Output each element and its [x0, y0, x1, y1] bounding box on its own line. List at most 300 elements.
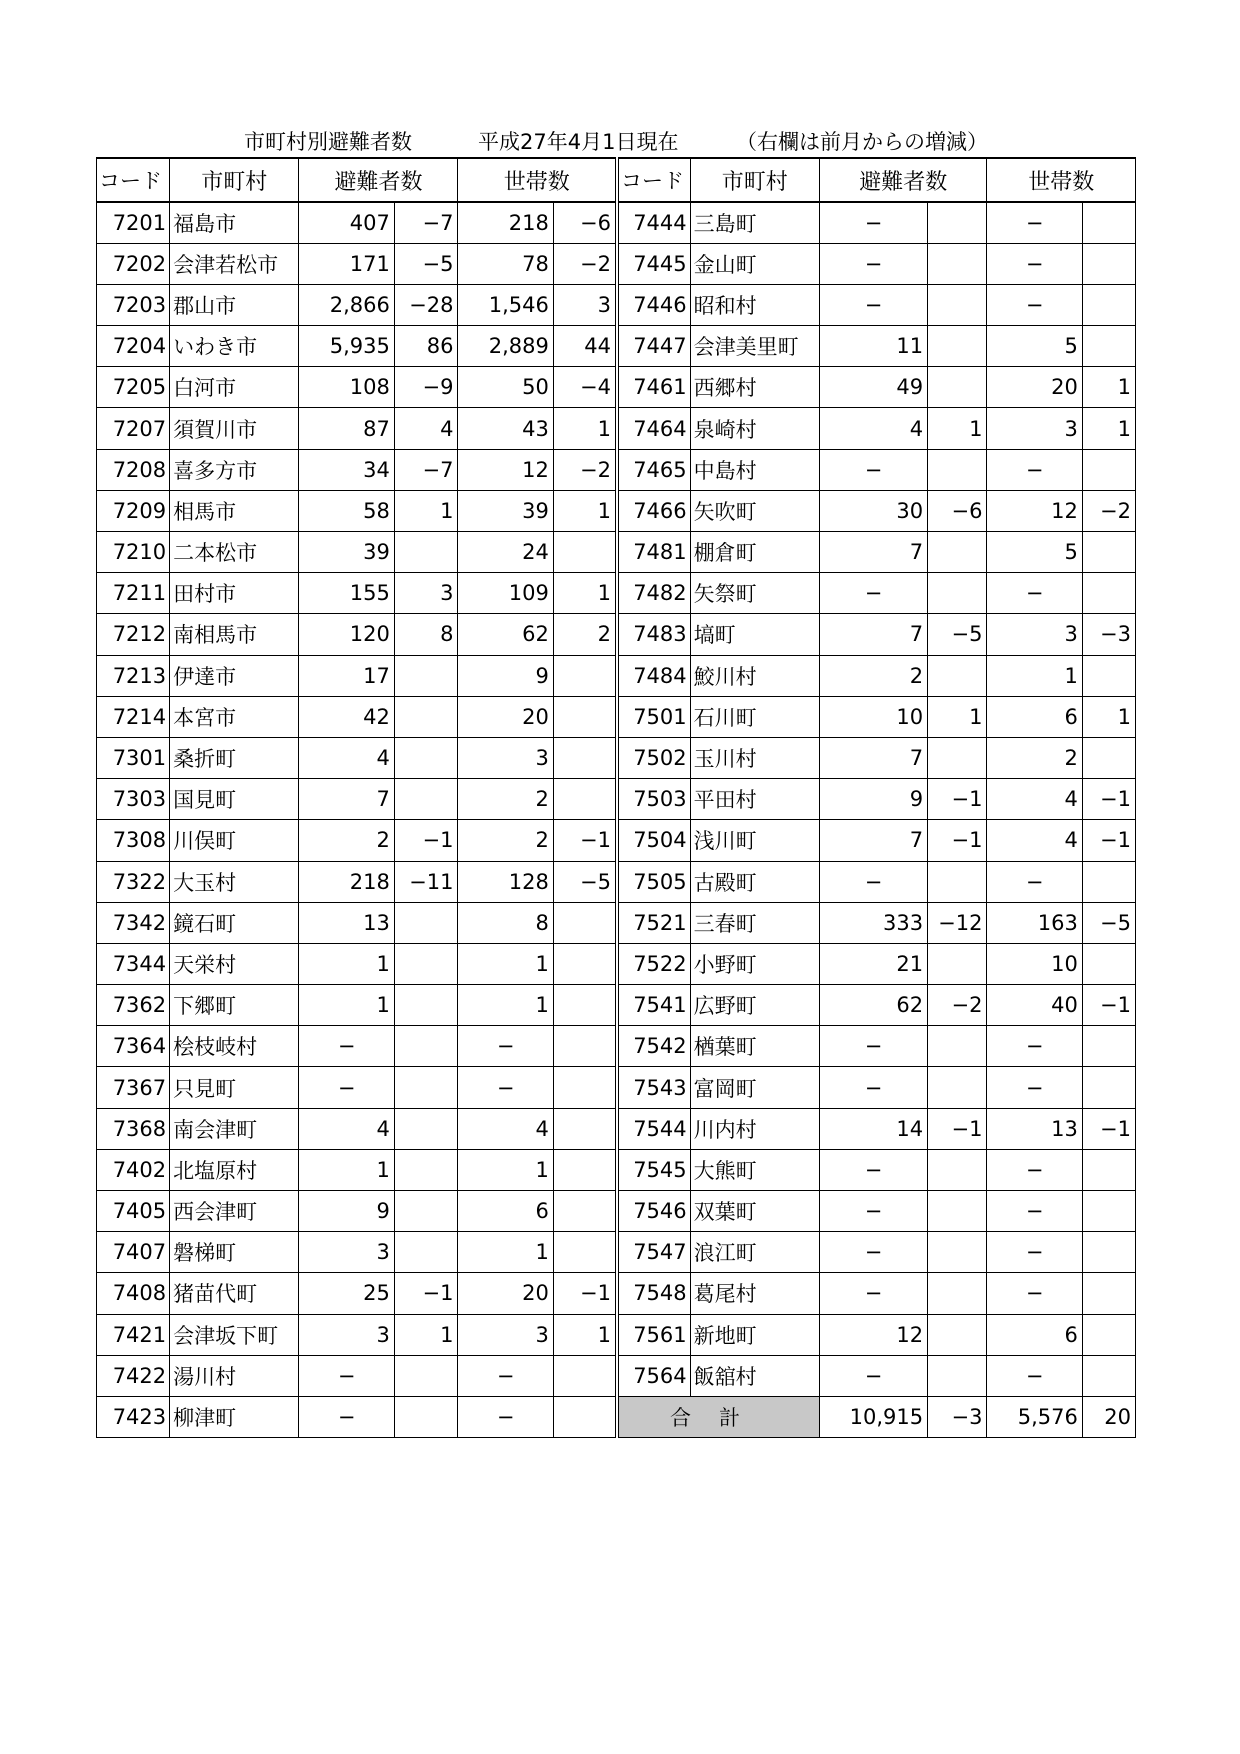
- municipality-cell: 玉川村: [690, 737, 819, 778]
- code-cell: 7201: [97, 202, 170, 243]
- municipality-cell: 北塩原村: [170, 1149, 299, 1190]
- header-evacuees-right: 避難者数: [819, 158, 987, 202]
- municipality-cell: 桧枝岐村: [170, 1026, 299, 1067]
- households-cell: 128: [458, 861, 553, 902]
- evacuees-change-cell: 86: [394, 326, 458, 367]
- code-cell: 7205: [97, 367, 170, 408]
- evacuees-cell: 87: [299, 408, 394, 449]
- households-cell: 20: [987, 367, 1082, 408]
- households-change-cell: −1: [1082, 779, 1135, 820]
- code-cell: 7308: [97, 820, 170, 861]
- municipality-cell: 二本松市: [170, 532, 299, 573]
- households-change-cell: [1082, 1149, 1135, 1190]
- code-cell: 7364: [97, 1026, 170, 1067]
- households-change-cell: [553, 1149, 617, 1190]
- municipality-cell: 大熊町: [690, 1149, 819, 1190]
- code-cell: 7543: [617, 1067, 690, 1108]
- code-cell: 7322: [97, 861, 170, 902]
- municipality-cell: 南会津町: [170, 1108, 299, 1149]
- evacuees-change-cell: [928, 284, 987, 325]
- evacuees-cell: 4: [299, 737, 394, 778]
- table-row: [97, 1026, 1136, 1067]
- evacuees-change-cell: [928, 243, 987, 284]
- evacuees-cell: 120: [299, 614, 394, 655]
- municipality-cell: 金山町: [690, 243, 819, 284]
- households-change-cell: −4: [553, 367, 617, 408]
- municipality-cell: 白河市: [170, 367, 299, 408]
- households-cell: −: [987, 861, 1082, 902]
- evacuees-cell: 3: [299, 1314, 394, 1355]
- municipality-cell: 泉崎村: [690, 408, 819, 449]
- table-row: [97, 1273, 1136, 1314]
- municipality-cell: 中島村: [690, 449, 819, 490]
- municipality-cell: 石川町: [690, 696, 819, 737]
- households-change-cell: −6: [553, 202, 617, 243]
- households-change-cell: [553, 1108, 617, 1149]
- households-change-cell: −2: [553, 449, 617, 490]
- households-cell: 12: [987, 490, 1082, 531]
- evacuees-cell: −: [819, 202, 927, 243]
- code-cell: 7203: [97, 284, 170, 325]
- code-cell: 7212: [97, 614, 170, 655]
- evacuees-change-cell: −7: [394, 449, 458, 490]
- evacuees-cell: 218: [299, 861, 394, 902]
- households-change-cell: −5: [1082, 902, 1135, 943]
- code-cell: 7214: [97, 696, 170, 737]
- evacuees-cell: 7: [819, 737, 927, 778]
- evacuees-cell: 1: [299, 1149, 394, 1190]
- code-cell: 7504: [617, 820, 690, 861]
- evacuees-cell: −: [819, 284, 927, 325]
- evacuees-cell: 17: [299, 655, 394, 696]
- households-change-cell: [553, 696, 617, 737]
- table-row: [97, 1067, 1136, 1108]
- municipality-cell: 猪苗代町: [170, 1273, 299, 1314]
- evacuees-change-cell: [928, 861, 987, 902]
- households-cell: 10: [987, 943, 1082, 984]
- evacuees-change-cell: 1: [394, 490, 458, 531]
- code-cell: 7484: [617, 655, 690, 696]
- municipality-cell: 富岡町: [690, 1067, 819, 1108]
- municipality-cell: 会津坂下町: [170, 1314, 299, 1355]
- total-evacuees-cell: 10,915: [819, 1396, 927, 1437]
- households-change-cell: [1082, 532, 1135, 573]
- households-change-cell: [553, 1396, 617, 1437]
- households-change-cell: [1082, 861, 1135, 902]
- code-cell: 7211: [97, 573, 170, 614]
- households-change-cell: [1082, 1026, 1135, 1067]
- evacuees-change-cell: −12: [928, 902, 987, 943]
- code-cell: 7202: [97, 243, 170, 284]
- municipality-cell: 平田村: [690, 779, 819, 820]
- evacuees-change-cell: −9: [394, 367, 458, 408]
- table-row: [97, 326, 1136, 367]
- evacuees-cell: 9: [819, 779, 927, 820]
- households-change-cell: 1: [1082, 367, 1135, 408]
- municipality-cell: 喜多方市: [170, 449, 299, 490]
- municipality-cell: 小野町: [690, 943, 819, 984]
- code-cell: 7544: [617, 1108, 690, 1149]
- evacuees-change-cell: [394, 1232, 458, 1273]
- code-cell: 7548: [617, 1273, 690, 1314]
- document-title: [96, 127, 1136, 157]
- municipality-cell: 天栄村: [170, 943, 299, 984]
- code-cell: 7542: [617, 1026, 690, 1067]
- evacuees-change-cell: [928, 326, 987, 367]
- households-cell: 50: [458, 367, 553, 408]
- evacuees-change-cell: [928, 1232, 987, 1273]
- evacuees-change-cell: [928, 1149, 987, 1190]
- municipality-cell: 西郷村: [690, 367, 819, 408]
- evacuees-cell: 2: [299, 820, 394, 861]
- households-change-cell: [1082, 243, 1135, 284]
- evacuees-cell: 7: [819, 614, 927, 655]
- households-cell: −: [987, 1067, 1082, 1108]
- code-cell: 7444: [617, 202, 690, 243]
- households-cell: 4: [987, 779, 1082, 820]
- evacuees-change-cell: [928, 532, 987, 573]
- table-row: [97, 284, 1136, 325]
- households-cell: −: [987, 1355, 1082, 1396]
- code-cell: 7446: [617, 284, 690, 325]
- evacuees-change-cell: 8: [394, 614, 458, 655]
- evacuees-cell: −: [819, 1026, 927, 1067]
- municipality-cell: 湯川村: [170, 1355, 299, 1396]
- municipality-cell: 楢葉町: [690, 1026, 819, 1067]
- households-cell: −: [987, 1232, 1082, 1273]
- code-cell: 7362: [97, 985, 170, 1026]
- evacuees-cell: 155: [299, 573, 394, 614]
- evacuees-change-cell: [394, 985, 458, 1026]
- households-change-cell: [553, 1026, 617, 1067]
- evacuees-change-cell: [394, 902, 458, 943]
- municipality-cell: 西会津町: [170, 1191, 299, 1232]
- households-cell: −: [987, 284, 1082, 325]
- evacuee-table: [96, 157, 1136, 1438]
- evacuees-change-cell: 4: [394, 408, 458, 449]
- table-row: [97, 943, 1136, 984]
- evacuees-cell: 407: [299, 202, 394, 243]
- evacuees-cell: 34: [299, 449, 394, 490]
- households-change-cell: [1082, 737, 1135, 778]
- households-change-cell: [553, 1355, 617, 1396]
- code-cell: 7564: [617, 1355, 690, 1396]
- evacuees-change-cell: −28: [394, 284, 458, 325]
- code-cell: 7521: [617, 902, 690, 943]
- code-cell: 7344: [97, 943, 170, 984]
- evacuees-cell: −: [819, 1273, 927, 1314]
- evacuees-change-cell: −1: [394, 820, 458, 861]
- municipality-cell: 只見町: [170, 1067, 299, 1108]
- table-row: [97, 902, 1136, 943]
- households-cell: 3: [458, 1314, 553, 1355]
- households-cell: −: [987, 449, 1082, 490]
- evacuees-cell: 11: [819, 326, 927, 367]
- households-cell: 2: [458, 779, 553, 820]
- evacuees-change-cell: −6: [928, 490, 987, 531]
- code-cell: 7547: [617, 1232, 690, 1273]
- households-cell: −: [458, 1026, 553, 1067]
- evacuees-change-cell: [928, 1026, 987, 1067]
- code-cell: 7422: [97, 1355, 170, 1396]
- households-change-cell: [553, 1232, 617, 1273]
- municipality-cell: 古殿町: [690, 861, 819, 902]
- code-cell: 7408: [97, 1273, 170, 1314]
- table-row: [97, 1191, 1136, 1232]
- evacuees-change-cell: [394, 1355, 458, 1396]
- evacuees-change-cell: [928, 1191, 987, 1232]
- households-change-cell: −1: [1082, 985, 1135, 1026]
- evacuees-change-cell: −1: [928, 820, 987, 861]
- table-row: [97, 367, 1136, 408]
- evacuees-change-cell: [928, 1355, 987, 1396]
- municipality-cell: 会津若松市: [170, 243, 299, 284]
- evacuees-cell: 7: [819, 532, 927, 573]
- header-code-right: コード: [617, 158, 690, 202]
- code-cell: 7405: [97, 1191, 170, 1232]
- households-change-cell: [553, 779, 617, 820]
- code-cell: 7445: [617, 243, 690, 284]
- households-cell: 3: [987, 614, 1082, 655]
- evacuees-cell: 58: [299, 490, 394, 531]
- municipality-cell: 川内村: [690, 1108, 819, 1149]
- table-row: [97, 490, 1136, 531]
- households-cell: 5: [987, 326, 1082, 367]
- evacuees-change-cell: [394, 696, 458, 737]
- table-row: [97, 243, 1136, 284]
- evacuees-change-cell: −7: [394, 202, 458, 243]
- households-cell: −: [987, 1273, 1082, 1314]
- households-cell: −: [987, 1026, 1082, 1067]
- households-cell: −: [458, 1355, 553, 1396]
- households-change-cell: −1: [1082, 820, 1135, 861]
- households-change-cell: 2: [553, 614, 617, 655]
- municipality-cell: 相馬市: [170, 490, 299, 531]
- evacuees-change-cell: [928, 367, 987, 408]
- evacuees-cell: −: [819, 1232, 927, 1273]
- table-row: [97, 1314, 1136, 1355]
- evacuees-change-cell: [394, 779, 458, 820]
- evacuees-change-cell: [394, 1108, 458, 1149]
- evacuees-cell: 171: [299, 243, 394, 284]
- evacuees-cell: 108: [299, 367, 394, 408]
- evacuees-cell: 333: [819, 902, 927, 943]
- evacuees-cell: 3: [299, 1232, 394, 1273]
- evacuees-change-cell: [928, 449, 987, 490]
- evacuees-cell: 2: [819, 655, 927, 696]
- evacuees-change-cell: 1: [928, 696, 987, 737]
- code-cell: 7367: [97, 1067, 170, 1108]
- households-change-cell: [1082, 1273, 1135, 1314]
- table-row: [97, 1108, 1136, 1149]
- households-change-cell: [553, 532, 617, 573]
- code-cell: 7465: [617, 449, 690, 490]
- municipality-cell: 田村市: [170, 573, 299, 614]
- evacuees-change-cell: [394, 737, 458, 778]
- households-change-cell: 1: [553, 408, 617, 449]
- households-cell: 39: [458, 490, 553, 531]
- households-change-cell: 1: [553, 573, 617, 614]
- code-cell: 7303: [97, 779, 170, 820]
- households-cell: −: [987, 243, 1082, 284]
- evacuees-change-cell: [928, 737, 987, 778]
- municipality-cell: 葛尾村: [690, 1273, 819, 1314]
- code-cell: 7421: [97, 1314, 170, 1355]
- municipality-cell: 矢祭町: [690, 573, 819, 614]
- municipality-cell: 国見町: [170, 779, 299, 820]
- evacuees-change-cell: [928, 655, 987, 696]
- code-cell: 7502: [617, 737, 690, 778]
- table-row: [97, 1355, 1136, 1396]
- evacuees-change-cell: [928, 202, 987, 243]
- evacuees-change-cell: [928, 1314, 987, 1355]
- households-change-cell: [553, 1191, 617, 1232]
- evacuees-cell: −: [819, 1355, 927, 1396]
- header-municipality-left: 市町村: [170, 158, 299, 202]
- total-households-cell: 5,576: [987, 1396, 1082, 1437]
- municipality-cell: 双葉町: [690, 1191, 819, 1232]
- evacuees-change-cell: −11: [394, 861, 458, 902]
- code-cell: 7501: [617, 696, 690, 737]
- code-cell: 7482: [617, 573, 690, 614]
- municipality-cell: 矢吹町: [690, 490, 819, 531]
- municipality-cell: 広野町: [690, 985, 819, 1026]
- households-cell: −: [987, 1149, 1082, 1190]
- table-row: [97, 779, 1136, 820]
- evacuees-cell: −: [819, 1067, 927, 1108]
- households-cell: 3: [987, 408, 1082, 449]
- table-row: [97, 1232, 1136, 1273]
- table-row: [97, 532, 1136, 573]
- evacuees-cell: 4: [299, 1108, 394, 1149]
- households-cell: 20: [458, 1273, 553, 1314]
- code-cell: 7207: [97, 408, 170, 449]
- total-households-change-cell: 20: [1082, 1396, 1135, 1437]
- evacuees-cell: −: [819, 573, 927, 614]
- evacuees-change-cell: 1: [928, 408, 987, 449]
- evacuees-change-cell: [394, 1396, 458, 1437]
- households-cell: 12: [458, 449, 553, 490]
- municipality-cell: 飯舘村: [690, 1355, 819, 1396]
- municipality-cell: 塙町: [690, 614, 819, 655]
- table-row: [97, 1149, 1136, 1190]
- municipality-cell: 昭和村: [690, 284, 819, 325]
- code-cell: 7481: [617, 532, 690, 573]
- households-cell: 4: [987, 820, 1082, 861]
- evacuees-cell: 25: [299, 1273, 394, 1314]
- households-change-cell: [553, 1067, 617, 1108]
- evacuees-change-cell: −5: [394, 243, 458, 284]
- households-cell: 1: [458, 1149, 553, 1190]
- header-code-left: コード: [97, 158, 170, 202]
- households-cell: 163: [987, 902, 1082, 943]
- total-evacuees-change-cell: −3: [928, 1396, 987, 1437]
- households-change-cell: 44: [553, 326, 617, 367]
- municipality-cell: 新地町: [690, 1314, 819, 1355]
- households-cell: 3: [458, 737, 553, 778]
- households-cell: 40: [987, 985, 1082, 1026]
- municipality-cell: 鏡石町: [170, 902, 299, 943]
- evacuees-change-cell: [928, 573, 987, 614]
- households-cell: 20: [458, 696, 553, 737]
- households-cell: −: [987, 202, 1082, 243]
- households-cell: 43: [458, 408, 553, 449]
- evacuees-change-cell: [394, 1067, 458, 1108]
- code-cell: 7461: [617, 367, 690, 408]
- header-evacuees-left: 避難者数: [299, 158, 458, 202]
- evacuees-change-cell: [928, 943, 987, 984]
- households-cell: 8: [458, 902, 553, 943]
- evacuees-change-cell: 3: [394, 573, 458, 614]
- evacuees-cell: 39: [299, 532, 394, 573]
- evacuees-cell: 2,866: [299, 284, 394, 325]
- evacuees-change-cell: [394, 1149, 458, 1190]
- evacuees-cell: −: [299, 1067, 394, 1108]
- households-change-cell: [1082, 449, 1135, 490]
- households-cell: 2: [458, 820, 553, 861]
- municipality-cell: 桑折町: [170, 737, 299, 778]
- households-cell: −: [458, 1396, 553, 1437]
- evacuees-cell: 1: [299, 943, 394, 984]
- header-row: [97, 158, 1136, 202]
- households-cell: 1: [458, 943, 553, 984]
- households-change-cell: [553, 902, 617, 943]
- title-main: 市町村別避難者数: [244, 130, 412, 154]
- evacuees-cell: 14: [819, 1108, 927, 1149]
- evacuees-cell: 7: [299, 779, 394, 820]
- code-cell: 7342: [97, 902, 170, 943]
- code-cell: 7407: [97, 1232, 170, 1273]
- evacuees-change-cell: −2: [928, 985, 987, 1026]
- households-cell: 4: [458, 1108, 553, 1149]
- code-cell: 7503: [617, 779, 690, 820]
- header-households-right: 世帯数: [987, 158, 1136, 202]
- evacuees-cell: 62: [819, 985, 927, 1026]
- evacuees-cell: −: [819, 861, 927, 902]
- code-cell: 7204: [97, 326, 170, 367]
- households-change-cell: [1082, 1191, 1135, 1232]
- code-cell: 7522: [617, 943, 690, 984]
- households-change-cell: 3: [553, 284, 617, 325]
- header-municipality-right: 市町村: [690, 158, 819, 202]
- code-cell: 7546: [617, 1191, 690, 1232]
- evacuees-cell: 12: [819, 1314, 927, 1355]
- table-row: [97, 449, 1136, 490]
- households-cell: 2,889: [458, 326, 553, 367]
- total-label-cell: 合計: [617, 1396, 819, 1437]
- code-cell: 7423: [97, 1396, 170, 1437]
- municipality-cell: いわき市: [170, 326, 299, 367]
- municipality-cell: 郡山市: [170, 284, 299, 325]
- code-cell: 7209: [97, 490, 170, 531]
- households-change-cell: 1: [553, 1314, 617, 1355]
- code-cell: 7483: [617, 614, 690, 655]
- households-change-cell: [1082, 1067, 1135, 1108]
- evacuees-cell: 5,935: [299, 326, 394, 367]
- households-cell: 218: [458, 202, 553, 243]
- table-row: [97, 655, 1136, 696]
- households-change-cell: 1: [1082, 408, 1135, 449]
- evacuees-cell: 7: [819, 820, 927, 861]
- evacuees-change-cell: [394, 532, 458, 573]
- evacuees-cell: 49: [819, 367, 927, 408]
- households-change-cell: [1082, 655, 1135, 696]
- households-cell: 1: [458, 1232, 553, 1273]
- header-households-left: 世帯数: [458, 158, 617, 202]
- table-row: [97, 820, 1136, 861]
- evacuees-cell: 4: [819, 408, 927, 449]
- households-change-cell: [553, 985, 617, 1026]
